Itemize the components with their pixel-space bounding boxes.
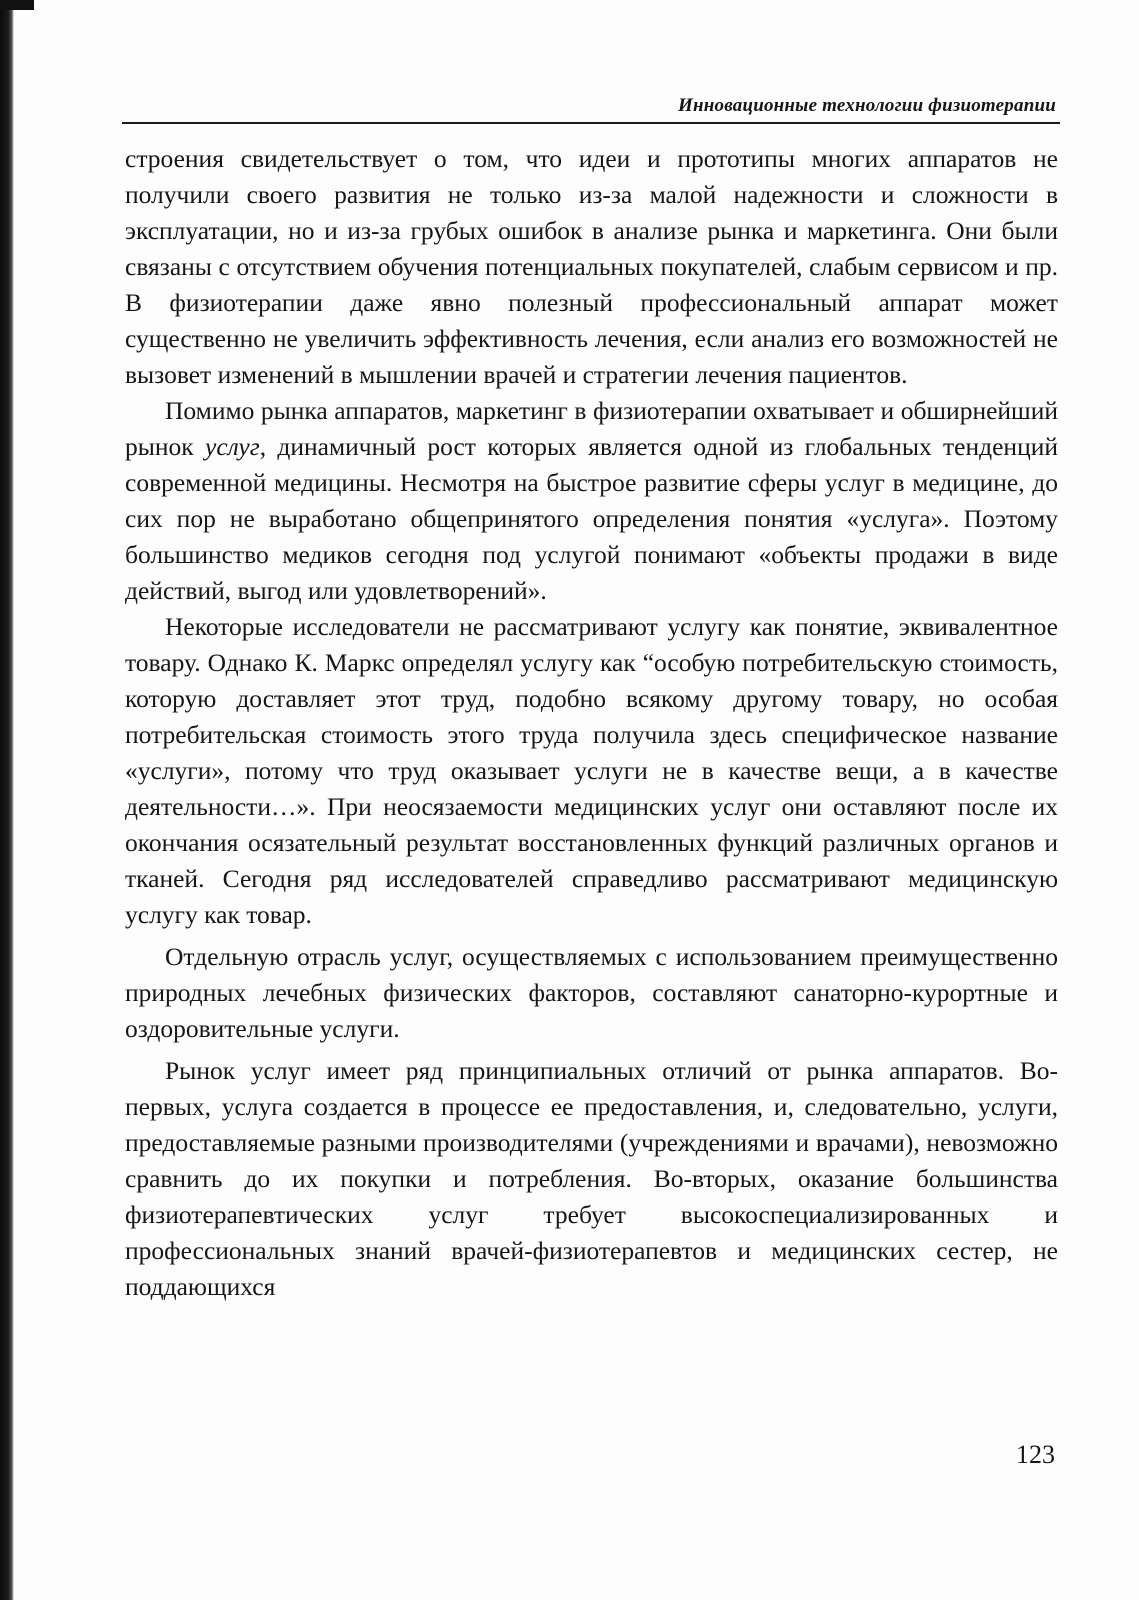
paragraph-2 bbox=[125, 393, 1058, 609]
paragraph-2-text-after: , динамичный рост которых является одной из глобальных тенденций современной медицины. Несмотря на быстрое развитие сферы услуг в медицине, до сих пор не выработано общепринятого определения понятия «услуга». Поэтому большинство медиков сегодня под услугой понимают «объекты продажи в виде действий, выгод или удовлетворений». bbox=[125, 432, 1059, 605]
body-text bbox=[125, 141, 1058, 1305]
running-header bbox=[122, 92, 1060, 124]
paragraph-1: строения свидетельствует о том, что идеи и прототипы многих аппаратов не получили своего развития не только из-за малой надежности и сложности в эксплуатации, но и из-за грубых ошибок в анализе рынка и маркетинга. Они были связаны с отсутствием обучения потенциальных покупателей, слабым сервисом и пр. В физиотерапии даже явно полезный профессиональный аппарат может существенно не увеличить эффективность лечения, если анализ его возможностей не вызовет изменений в мышлении врачей и стратегии лечения пациентов. bbox=[125, 144, 1058, 389]
paragraph-2-emphasis: услуг bbox=[205, 432, 260, 461]
book-binding-edge bbox=[0, 0, 14, 1600]
paragraph-2-text-before: Помимо рынка аппаратов, маркетинг в физиотерапии охватывает и обширнейший рынок bbox=[125, 396, 1058, 461]
running-header-title: Инновационные технологии физиотерапии bbox=[678, 95, 1056, 116]
page-number: 123 bbox=[1016, 1440, 1055, 1469]
paragraph-4: Отдельную отрасль услуг, осуществляемых с использованием преимущественно природных лечебных физических факторов, составляют санаторно-курортные и оздоровительные услуги. bbox=[125, 942, 1058, 1043]
paragraph-3: Некоторые исследователи не рассматривают услугу как понятие, эквивалентное товару. Однако К. Маркс определял услугу как “особую потребительскую стоимость, которую доставляет этот труд, подобно всякому другому товару, но особая потребительская стоимость этого труда получила здесь специфическое название «услуги», потому что труд оказывает услуги не в качестве вещи, а в качестве деятельности…». При неосязаемости медицинских услуг они оставляют после их окончания осязательный результат восстановленных функций различных органов и тканей. Сегодня ряд исследователей справедливо рассматривают медицинскую услугу как товар. bbox=[125, 612, 1058, 929]
paragraph-5: Рынок услуг имеет ряд принципиальных отличий от рынка аппаратов. Во-первых, услуга создается в процессе ее предоставления, и, следовательно, услуги, предоставляемые разными производителями (учреждениями и врачами), невозможно сравнить до их покупки и потребления. Во-вторых, оказание большинства физиотерапевтических услуг требует высокоспециализированных и профессиональных знаний врачей-физиотерапевтов и медицинских сестер, не поддающихся bbox=[125, 1056, 1058, 1301]
